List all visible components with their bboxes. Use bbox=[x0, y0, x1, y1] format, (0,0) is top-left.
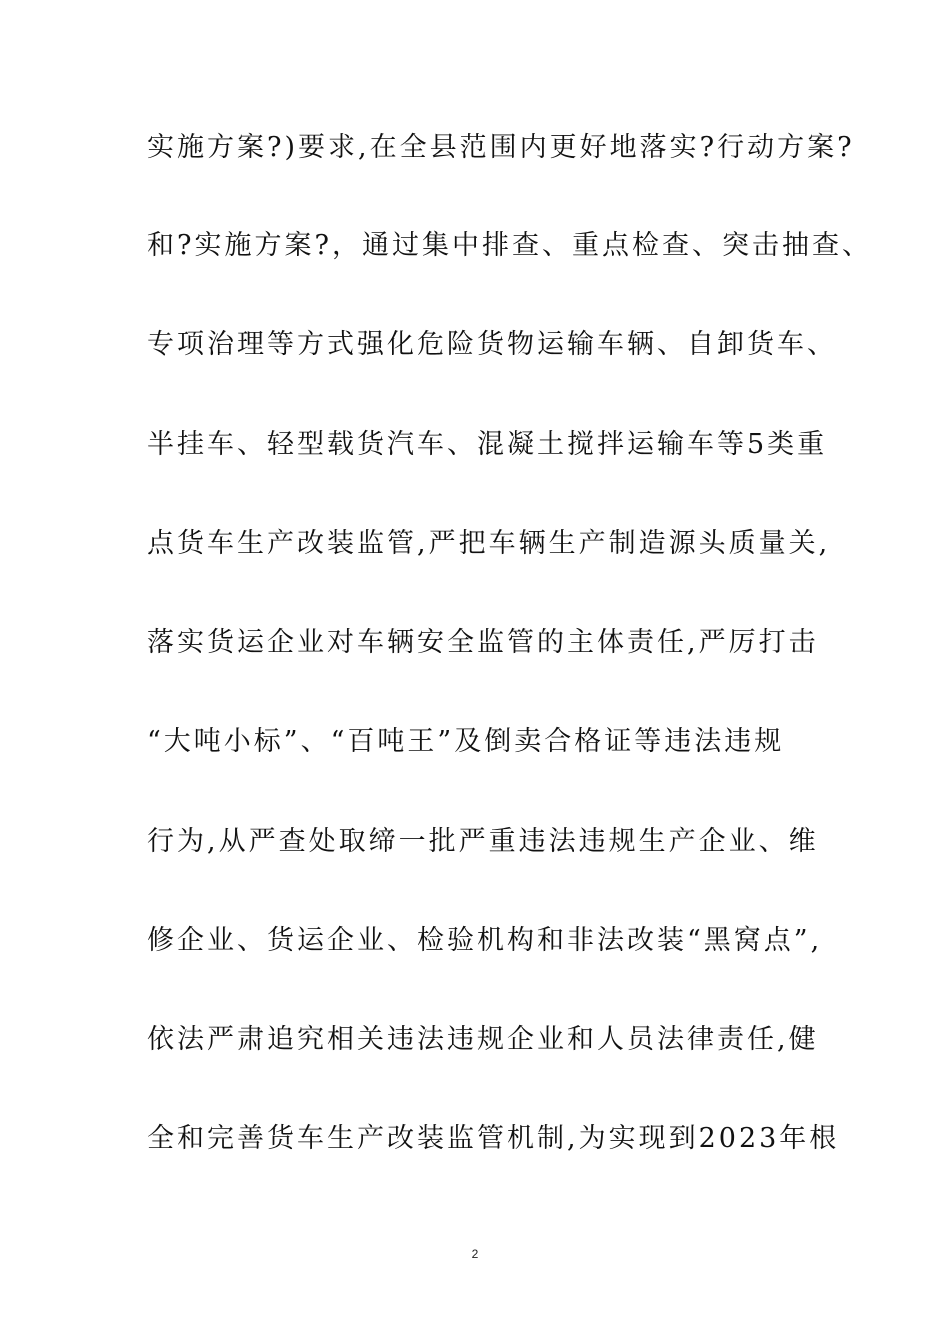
body-text-line: 专项治理等方式强化危险货物运输车辆、自卸货车、 bbox=[147, 329, 837, 360]
body-text-line: 点货车生产改装监管,严把车辆生产制造源头质量关, bbox=[147, 528, 831, 559]
body-text-line: 行为,从严查处取缔一批严重违法违规生产企业、维 bbox=[147, 826, 819, 857]
body-text-line: 落实货运企业对车辆安全监管的主体责任,严厉打击 bbox=[147, 627, 819, 658]
body-text-line: 全和完善货车生产改装监管机制,为实现到2023年根 bbox=[147, 1123, 840, 1154]
body-text-line: “大吨小标”、“百吨王”及倒卖合格证等违法违规 bbox=[147, 726, 785, 757]
page-number: 2 bbox=[471, 1247, 479, 1261]
body-text-line: 半挂车、轻型载货汽车、混凝土搅拌运输车等5类重 bbox=[147, 429, 828, 460]
body-text-line: 修企业、货运企业、检验机构和非法改装“黑窝点”, bbox=[147, 925, 823, 956]
body-text-line: 和?实施方案?，通过集中排查、重点检查、突击抽查、 bbox=[147, 230, 872, 261]
body-text-line: 实施方案?)要求,在全县范围内更好地落实?行动方案? bbox=[147, 132, 855, 163]
body-text-line: 依法严肃追究相关违法违规企业和人员法律责任,健 bbox=[147, 1024, 819, 1055]
